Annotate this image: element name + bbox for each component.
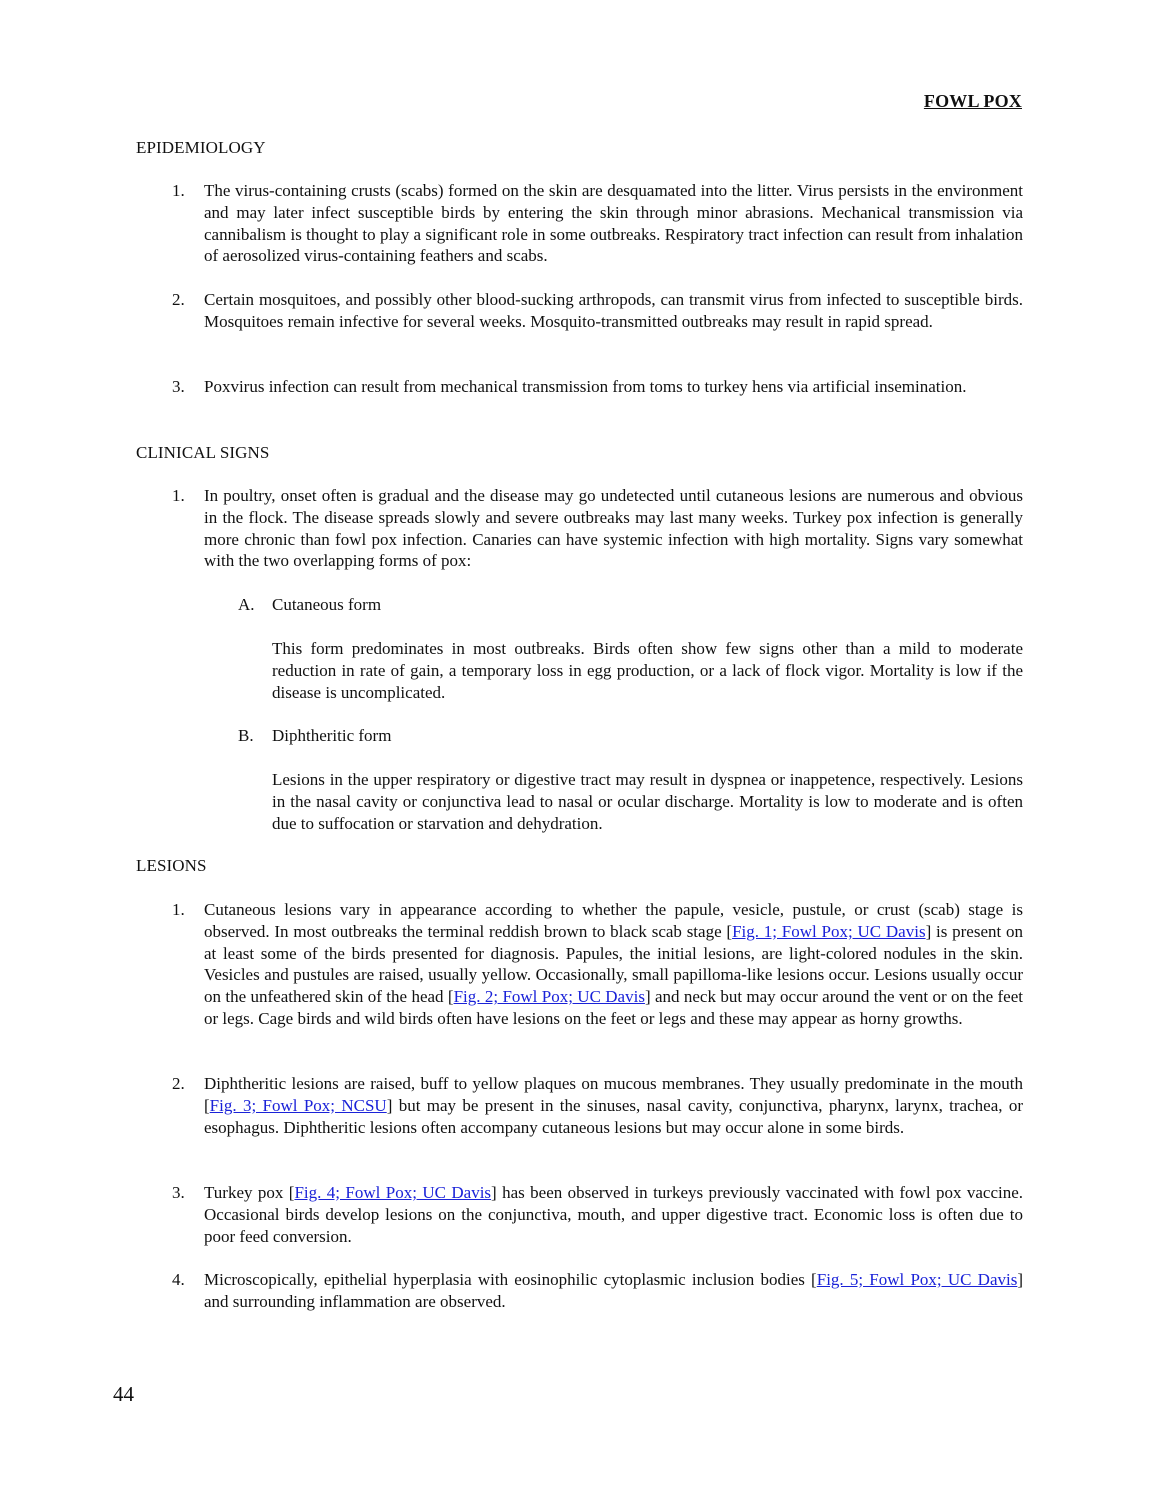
- text-run: Microscopically, epithelial hyperplasia with eosinophilic cytoplasmic inclusion bodies [: [204, 1270, 817, 1289]
- figure-link-fig5[interactable]: Fig. 5; Fowl Pox; UC Davis: [816, 1270, 1018, 1289]
- text-run: ] but may be present in the sinuses, nasal cavity, conjunctiva, pharynx, larynx, trachea, or esophagus. Diphtheritic lesions often accompany cutaneous lesions but may occur alone in some birds.: [204, 1095, 1023, 1137]
- item-text: In poultry, onset often is gradual and the disease may go undetected until cutaneous lesions are numerous and obvious in the flock. The disease spreads slowly and severe outbreaks may last many weeks. Turkey pox infection is generally more chronic than fowl pox infection. Canaries can have systemic infection with high mortality. Signs vary somewhat with the two overlapping forms of pox:: [204, 486, 1023, 571]
- item-number: 2.: [172, 290, 185, 309]
- subitem-letter: B.: [238, 726, 254, 745]
- figure-link-fig3[interactable]: Fig. 3; Fowl Pox; NCSU: [209, 1095, 387, 1115]
- text-run: ] and surrounding inflammation are observed.: [204, 1270, 1023, 1311]
- item-number: 3.: [172, 377, 185, 396]
- figure-link-fig1[interactable]: Fig. 1; Fowl Pox; UC Davis: [732, 921, 926, 941]
- figure-link-fig4[interactable]: Fig. 4; Fowl Pox; UC Davis: [294, 1183, 492, 1202]
- cutaneous-form-description: This form predominates in most outbreaks. Birds often show few signs other than a mild to moderate reduction in rate of gain, a temporary loss in egg production, or a lack of flock vigor. Mortality is low if the disease is uncomplicated.: [272, 639, 1023, 702]
- text-run: ] and neck but may occur around the vent or on the feet or legs. Cage birds and wild birds often have lesions on the feet or legs and these may appear as horny growths.: [204, 987, 1023, 1028]
- text-run: ] has been observed in turkeys previously vaccinated with fowl pox vaccine. Occasional birds develop lesions on the conjunctiva, mouth, and upper digestive tract. Economic loss is often due to poor feed conversion.: [204, 1183, 1024, 1246]
- item-number: 1.: [172, 900, 185, 919]
- subitem-cutaneous-form: [238, 594, 1023, 616]
- item-number: 2.: [172, 1074, 185, 1093]
- item-number: 3.: [172, 1183, 185, 1202]
- text-run: Cutaneous lesions vary in appearance according to whether the papule, vesicle, pustule, or crust (scab) stage is observed. In most outbreaks the terminal reddish brown to black scab stage [: [204, 900, 1023, 941]
- diphtheritic-form-description: Lesions in the upper respiratory or digestive tract may result in dyspnea or inappetence, respectively. Lesions in the nasal cavity or conjunctiva lead to nasal or ocular discharge. Mortality is low to moderate and is often due to suffocation or starvation and dehydration.: [272, 770, 1023, 833]
- figure-link-fig2[interactable]: Fig. 2; Fowl Pox; UC Davis: [453, 987, 645, 1007]
- subitem-letter: A.: [238, 595, 255, 614]
- text-run: ] is present on at least some of the birds presented for diagnosis. Papules, the initial lesions, are light-colored nodules in the skin. Vesicles and pustules are raised, usually yellow. Occasionally, small papilloma-like lesions occur. Lesions usually occur on the unfeathered skin of the head [: [204, 921, 1024, 1007]
- section-heading-clinical-signs: CLINICAL SIGNS: [136, 443, 270, 462]
- epidemiology-item-3: [172, 376, 1023, 398]
- lesions-item-3: [172, 1182, 1023, 1247]
- clinical-signs-item-1: [172, 485, 1023, 572]
- section-heading-epidemiology: EPIDEMIOLOGY: [136, 138, 266, 157]
- item-text: The virus-containing crusts (scabs) formed on the skin are desquamated into the litter. Virus persists in the environment and may later infect susceptible birds by entering the skin through minor abrasions. Mechanical transmission via cannibalism is thought to play a significant role in some outbreaks. Respiratory tract infection can result from inhalation of aerosolized virus-containing feathers and scabs.: [204, 181, 1023, 266]
- item-text: [204, 899, 1023, 1030]
- epidemiology-item-1: [172, 180, 1023, 267]
- item-text: Certain mosquitoes, and possibly other blood-sucking arthropods, can transmit virus from infected to susceptible birds. Mosquitoes remain infective for several weeks. Mosquito-transmitted outbreaks may result in rapid spread.: [204, 290, 1023, 331]
- lesions-item-2: [172, 1073, 1023, 1138]
- item-text: Poxvirus infection can result from mechanical transmission from toms to turkey hens via artificial insemination.: [204, 377, 967, 396]
- item-text: [204, 1269, 1023, 1313]
- section-heading-lesions: LESIONS: [136, 856, 207, 875]
- item-number: 1.: [172, 181, 185, 200]
- text-run: Diphtheritic lesions are raised, buff to yellow plaques on mucous membranes. They usually predominate in the mouth [: [204, 1074, 1023, 1115]
- item-number: 1.: [172, 486, 185, 505]
- text-run: Turkey pox [: [204, 1183, 295, 1202]
- subitem-diphtheritic-form: [238, 725, 1023, 747]
- lesions-item-1: [172, 899, 1023, 1030]
- item-text: [204, 1073, 1023, 1138]
- subitem-title: Diphtheritic form: [272, 726, 392, 745]
- lesions-item-4: [172, 1269, 1023, 1313]
- page-number: 44: [113, 1382, 134, 1406]
- item-number: 4.: [172, 1270, 185, 1289]
- running-head-title: FOWL POX: [923, 91, 1022, 111]
- subitem-title: Cutaneous form: [272, 595, 382, 614]
- epidemiology-item-2: [172, 289, 1023, 333]
- item-text: [204, 1182, 1023, 1247]
